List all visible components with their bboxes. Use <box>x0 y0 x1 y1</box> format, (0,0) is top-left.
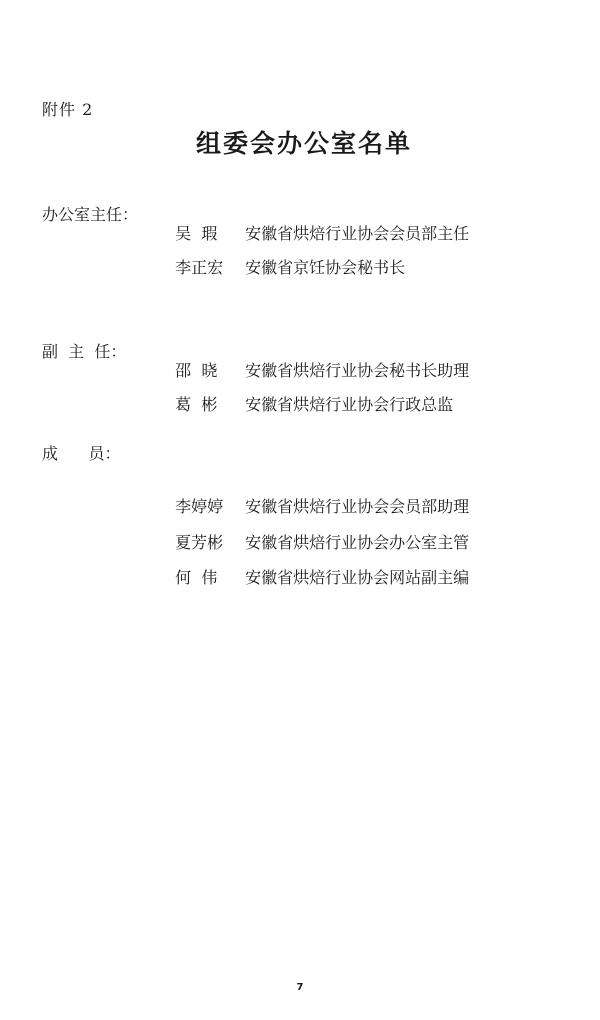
member-title: 安徽省烘焙行业协会秘书长助理 <box>245 361 470 380</box>
member-row <box>165 236 405 278</box>
member-title: 安徽省烘焙行业协会行政总监 <box>245 395 454 414</box>
member-row <box>165 373 453 415</box>
member-name: 李正宏 <box>175 258 224 277</box>
member-title: 安徽省烘焙行业协会办公室主管 <box>245 533 470 552</box>
member-name: 何 伟 <box>175 568 218 587</box>
member-title: 安徽省烘焙行业协会网站副主编 <box>245 568 470 587</box>
member-name: 吴 瑕 <box>175 224 218 243</box>
section-label-office-director: 办公室主任： <box>42 205 139 224</box>
page-title: 组委会办公室名单 <box>195 129 412 158</box>
member-title: 安徽省京饪协会秘书长 <box>245 258 406 277</box>
section-label-members: 成 员： <box>42 444 121 463</box>
page-number: 7 <box>296 982 304 993</box>
member-title: 安徽省烘焙行业协会会员部主任 <box>245 224 470 243</box>
member-name: 夏芳彬 <box>175 533 224 552</box>
attachment-label: 附件 2 <box>42 100 94 119</box>
member-title: 安徽省烘焙行业协会会员部助理 <box>245 497 470 516</box>
member-name: 李婷婷 <box>175 497 224 516</box>
member-name: 葛 彬 <box>175 395 218 414</box>
section-label-deputy-director: 副 主 任： <box>42 342 127 361</box>
member-row <box>165 546 469 588</box>
member-name: 邵 晓 <box>175 361 218 380</box>
